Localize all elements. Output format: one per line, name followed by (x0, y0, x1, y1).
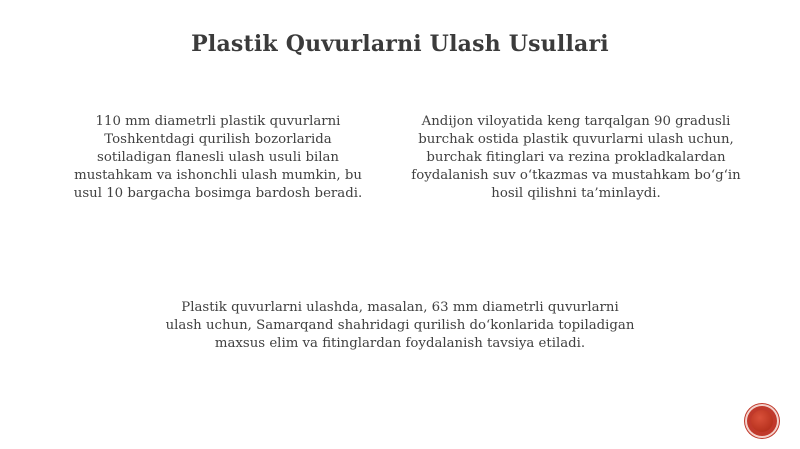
paragraph-flange-joining: 110 mm diametrli plastik quvurlarni Toshkentdagi qurilish bozorlarida sotiladigan flanesli ulash usuli bilan mustahkam va ishonchli ulash mumkin, bu usul 10 bargacha bosimga bardosh beradi. (73, 114, 363, 201)
paragraph-glue-fittings: Plastik quvurlarni ulashda, masalan, 63 mm diametrli quvurlarni ulash uchun, Samarqand shahridagi qurilish do‘konlarida topiladigan maxsus elim va fitinglardan foydalanish tavsiya etiladi. (165, 300, 635, 351)
paragraph-angle-fittings: Andijon viloyatida keng tarqalgan 90 gradusli burchak ostida plastik quvurlarni ulash uchun, burchak fitinglari va rezina prokladkalardan foydalanish suv o‘tkazmas va mustahkam bo‘g‘in hosil qilishni ta’minlaydi. (411, 114, 741, 201)
next-slide-circle-icon[interactable] (747, 406, 777, 436)
slide-title: Plastik Quvurlarni Ulash Usullari (191, 31, 609, 57)
